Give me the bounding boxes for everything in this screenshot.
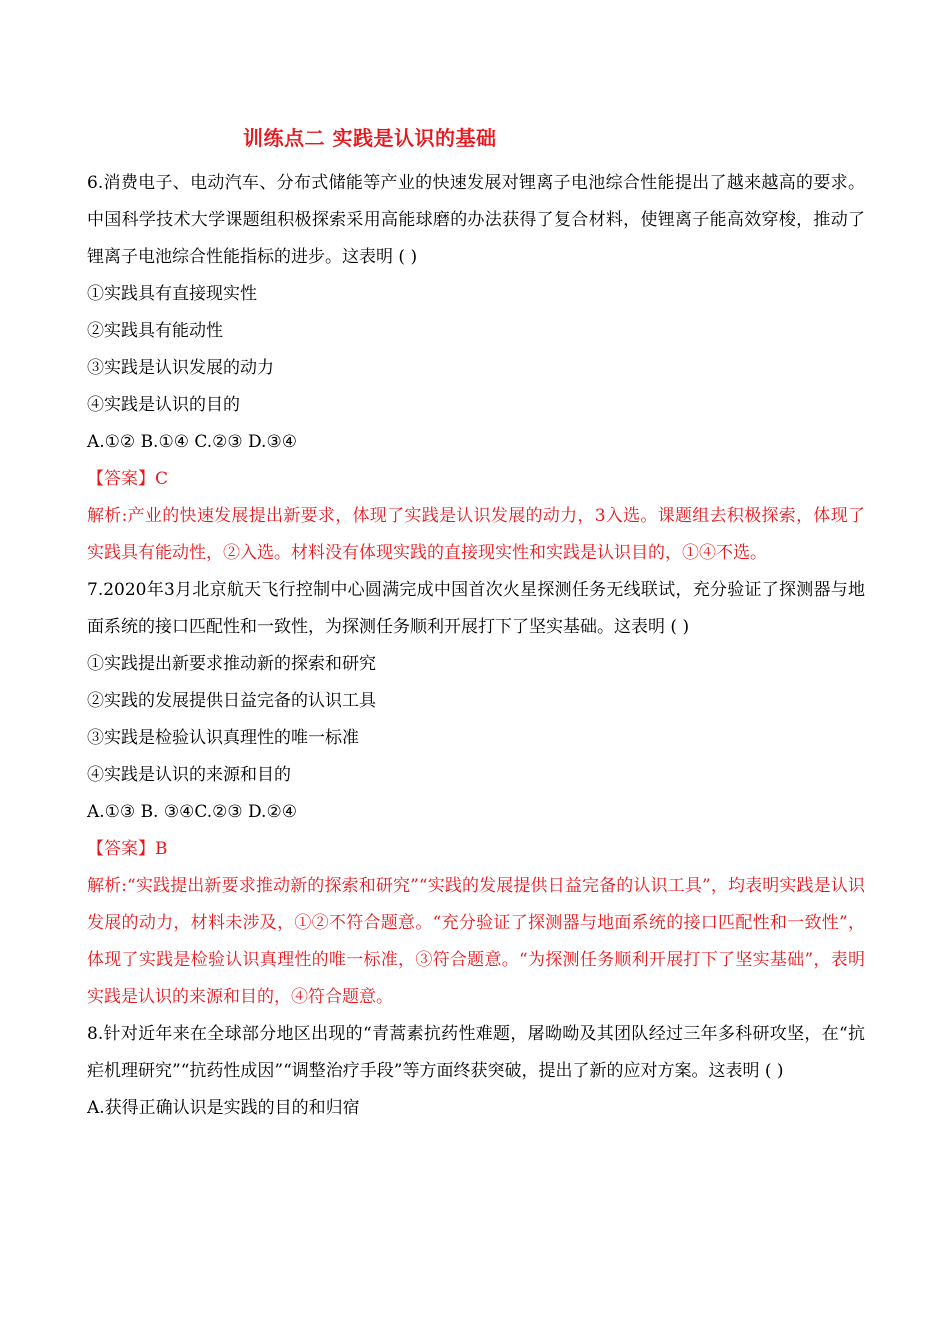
question-7-option-2: ②实践的发展提供日益完备的认识工具 [87,691,376,711]
question-6-answer: 【答案】C [87,469,169,489]
question-7-choices: A.①③ B. ③④C.②③ D.②④ [87,802,297,822]
question-6-choices: A.①② B.①④ C.②③ D.③④ [87,432,297,452]
question-7-option-4: ④实践是认识的来源和目的 [87,765,291,785]
question-8-option-a: A.获得正确认识是实践的目的和归宿 [87,1098,360,1118]
question-6-option-1: ①实践具有直接现实性 [87,284,257,304]
question-7-option-1: ①实践提出新要求推动新的探索和研究 [87,654,376,674]
question-7-answer: 【答案】B [87,839,168,859]
section-title: 训练点二 实践是认识的基础 [243,126,497,150]
question-7-explanation: 解析:“实践提出新要求推动新的探索和研究”“实践的发展提供日益完备的认识工具”，均表明实践是认识发展的动力，材料未涉及，①②不符合题意。“充分验证了探测器与地面系统的接口匹配性和一致性”，体现了实践是检验认识真理性的唯一标准，③符合题意。“为探测任务顺利开展打下了坚实基础”，表明实践是认识的来源和目的，④符合题意。 [87,876,865,1007]
question-7-option-3: ③实践是检验认识真理性的唯一标准 [87,728,359,748]
question-7-stem: 7.2020年3月北京航天飞行控制中心圆满完成中国首次火星探测任务无线联试，充分验证了探测器与地面系统的接口匹配性和一致性，为探测任务顺利开展打下了坚实基础。这表明 ( ) [87,580,865,637]
question-6-option-2: ②实践具有能动性 [87,321,223,341]
question-8-stem: 8.针对近年来在全球部分地区出现的“青蒿素抗药性难题，屠呦呦及其团队经过三年多科研攻坚，在“抗疟机理研究”“抗药性成因”“调整治疗手段”等方面终获突破，提出了新的应对方案。这表明 ( ) [87,1024,865,1081]
question-6-option-4: ④实践是认识的目的 [87,395,240,415]
question-list [87,165,865,1127]
question-6-option-3: ③实践是认识发展的动力 [87,358,274,378]
question-6-explanation: 解析:产业的快速发展提出新要求，体现了实践是认识发展的动力，3入选。课题组去积极探索，体现了实践具有能动性，②入选。材料没有体现实践的直接现实性和实践是认识目的，①④不选。 [87,506,865,563]
question-6-stem: 6.消费电子、电动汽车、分布式储能等产业的快速发展对锂离子电池综合性能提出了越来越高的要求。中国科学技术大学课题组积极探索采用高能球磨的办法获得了复合材料，使锂离子能高效穿梭，推动了锂离子电池综合性能指标的进步。这表明 ( ) [87,173,865,267]
